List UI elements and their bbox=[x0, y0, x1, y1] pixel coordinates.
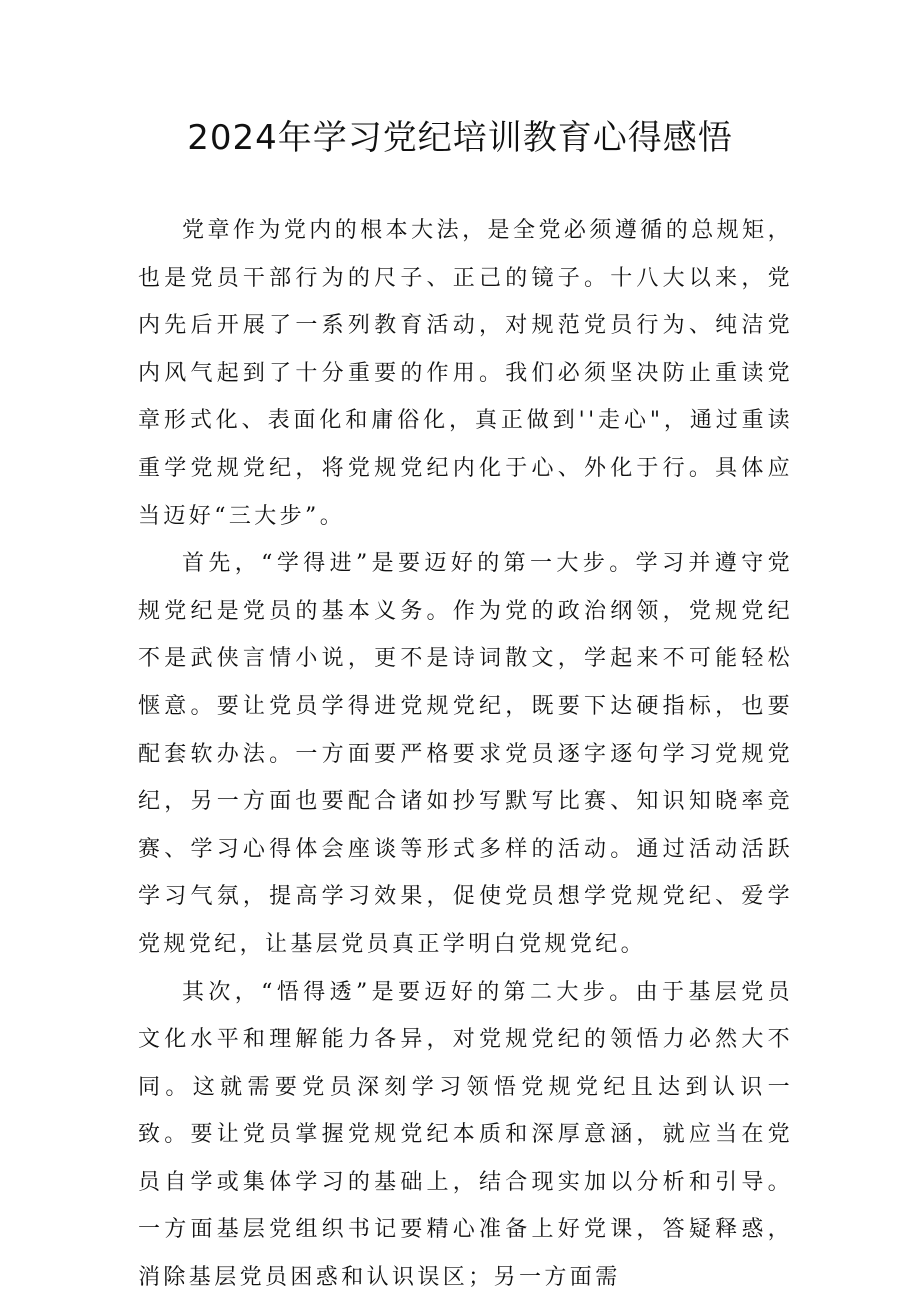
paragraph-first-step: 首先，“学得进”是要迈好的第一大步。学习并遵守党规党纪是党员的基本义务。作为党的政治纲领，党规党纪不是武侠言情小说，更不是诗词散文，学起来不可能轻松惬意。要让党员学得进党规党纪，既要下达硬指标，也要配套软办法。一方面要严格要求党员逐字逐句学习党规党纪，另一方面也要配合诸如抄写默写比赛、知识知晓率竞赛、学习心得体会座谈等形式多样的活动。通过活动活跃学习气氛，提高学习效果，促使党员想学党规党纪、爱学党规党纪，让基层党员真正学明白党规党纪。 bbox=[138, 551, 793, 957]
paragraph-intro: 党章作为党内的根本大法，是全党必须遵循的总规矩，也是党员干部行为的尺子、正己的镜子。十八大以来，党内先后开展了一系列教育活动，对规范党员行为、纯洁党内风气起到了十分重要的作用。我们必须坚决防止重读党章形式化、表面化和庸俗化，真正做到''走心"，通过重读重学党规党纪，将党规党纪内化于心、外化于行。具体应当迈好“三大步”。 bbox=[138, 218, 793, 529]
document-title: 2024年学习党纪培训教育心得感悟 bbox=[187, 118, 733, 158]
paragraph-second-step: 其次，“悟得透”是要迈好的第二大步。由于基层党员文化水平和理解能力各异，对党规党纪的领悟力必然大不同。这就需要党员深刻学习领悟党规党纪且达到认识一致。要让党员掌握党规党纪本质和深厚意涵，就应当在党员自学或集体学习的基础上，结合现实加以分析和引导。一方面基层党组织书记要精心准备上好党课，答疑释惑，消除基层党员困惑和认识误区；另一方面需 bbox=[138, 979, 793, 1291]
document-body bbox=[138, 207, 793, 1302]
